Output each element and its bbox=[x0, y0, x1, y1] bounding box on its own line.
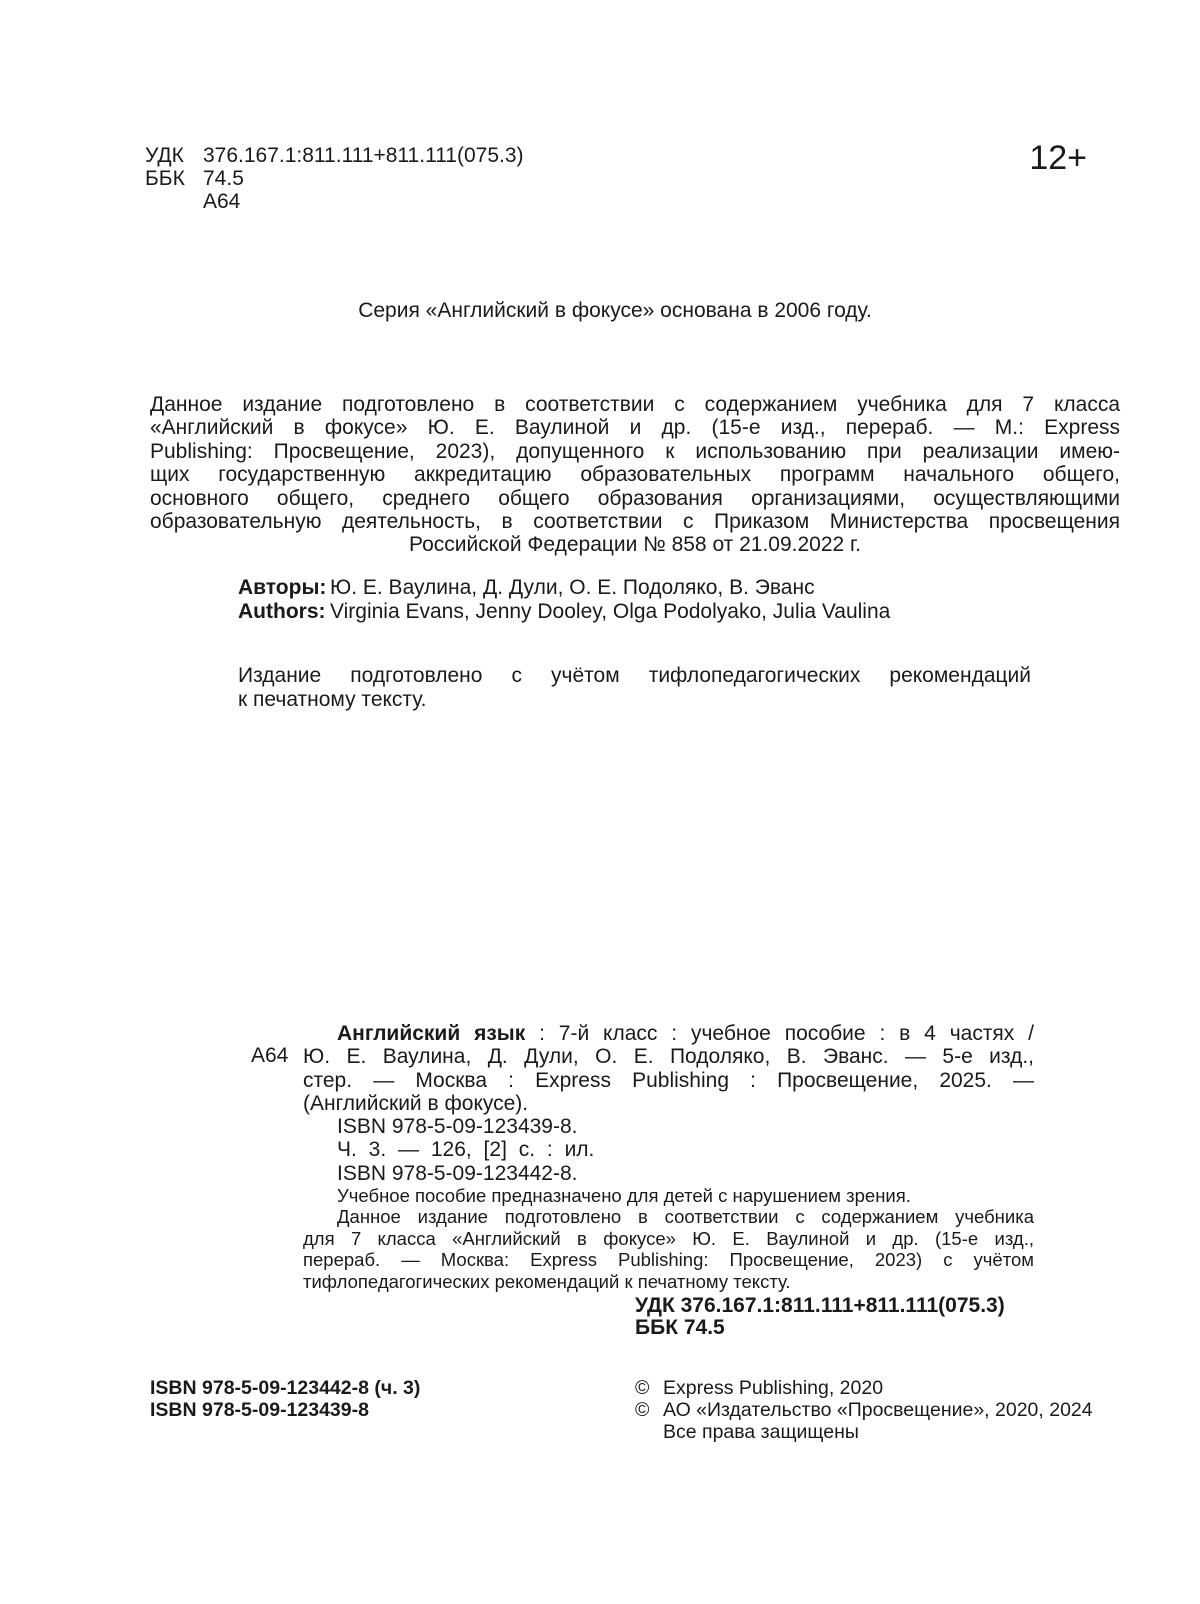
udk-line bbox=[145, 144, 524, 167]
tiflo-note bbox=[238, 664, 1031, 711]
footer-isbn-part: ISBN 978-5-09-123442-8 (ч. 3) bbox=[150, 1377, 421, 1399]
card-isbn-part: ISBN 978-5-09-123442-8. bbox=[337, 1161, 578, 1185]
intro-paragraph bbox=[150, 393, 1120, 557]
intro-line: щих государственную аккредитацию образовательных программ начального общего, bbox=[150, 463, 1120, 487]
catalog-card bbox=[303, 1022, 1034, 1292]
intro-line: Publishing: Просвещение, 2023), допущенного к использованию при реализации имею- bbox=[150, 439, 1120, 463]
card-line-4: (Английский в фокусе). bbox=[303, 1091, 529, 1115]
card-title-rest: : 7-й класс : учебное пособие : в 4 частях / bbox=[525, 1022, 1034, 1045]
card-line-3: стер. — Москва : Express Publishing : Просвещение, 2025. — bbox=[303, 1068, 1034, 1092]
rights-reserved: Все права защищены bbox=[663, 1421, 859, 1443]
tiflo-line: Издание подготовлено с учётом тифлопедагогических рекомендаций bbox=[238, 664, 1031, 687]
copyright-line-3 bbox=[635, 1421, 1093, 1443]
footer-isbn-set: ISBN 978-5-09-123439-8 bbox=[150, 1399, 369, 1421]
card-purpose: Учебное пособие предназначено для детей с нарушением зрения. bbox=[337, 1185, 911, 1207]
copyright-icon: © bbox=[635, 1399, 650, 1421]
series-note: Серия «Английский в фокусе» основана в 2006 году. bbox=[358, 299, 872, 322]
card-desc-line: перераб. — Москва: Express Publishing: Просвещение, 2023) с учётом bbox=[303, 1249, 1034, 1271]
intro-line: образовательную деятельность, в соответствии с Приказом Министерства просвещения bbox=[150, 510, 1120, 534]
card-udk: УДК 376.167.1:811.111+811.111(075.3) bbox=[635, 1294, 1005, 1317]
authors-ru-label: Авторы: bbox=[238, 576, 327, 599]
card-line-1 bbox=[303, 1022, 1034, 1045]
tiflo-line: к печатному тексту. bbox=[238, 687, 427, 711]
copyright-holder-2: АО «Издательство «Просвещение», 2020, 2024 bbox=[663, 1399, 1093, 1421]
authors-en-names: Virginia Evans, Jenny Dooley, Olga Podolyako, Julia Vaulina bbox=[330, 599, 891, 623]
authors-en-label: Authors: bbox=[238, 599, 326, 623]
bbk-label: ББК bbox=[145, 167, 185, 190]
footer-isbns bbox=[150, 1377, 420, 1421]
card-bbk: ББК 74.5 bbox=[635, 1316, 725, 1339]
authors-block bbox=[238, 576, 890, 623]
card-isbn-set: ISBN 978-5-09-123439-8. bbox=[337, 1115, 578, 1139]
card-desc-line: для 7 класса «Английский в фокусе» Ю. Е. Ваулиной и др. (15-е изд., bbox=[303, 1227, 1034, 1249]
footer-copyright bbox=[635, 1377, 1093, 1443]
age-rating: 12+ bbox=[1029, 139, 1087, 177]
intro-line: основного общего, среднего общего образования организациями, осуществляющими bbox=[150, 486, 1120, 510]
bbk-value: 74.5 bbox=[203, 167, 244, 190]
intro-line: Данное издание подготовлено в соответствии с содержанием учебника для 7 класса bbox=[150, 393, 1120, 416]
authors-ru bbox=[238, 576, 890, 600]
card-part-info: Ч. 3. — 126, [2] с. : ил. bbox=[337, 1138, 595, 1162]
card-desc-line: Данное издание подготовлено в соответствии с содержанием учебника bbox=[337, 1206, 1034, 1228]
card-line-2: Ю. Е. Ваулина, Д. Дули, О. Е. Подоляко, В. Эванс. — 5-е изд., bbox=[303, 1045, 1034, 1069]
udk-label: УДК bbox=[145, 144, 184, 167]
copyright-holder-1: Express Publishing, 2020 bbox=[663, 1377, 884, 1399]
author-mark: А64 bbox=[203, 190, 241, 213]
card-desc-line: тифлопедагогических рекомендаций к печатному тексту. bbox=[303, 1270, 791, 1292]
card-title: Английский язык bbox=[337, 1022, 526, 1045]
card-classification bbox=[635, 1295, 1005, 1339]
intro-line: Российской Федерации № 858 от 21.09.2022 г. bbox=[409, 533, 861, 557]
bbk-line bbox=[145, 167, 244, 190]
intro-line: «Английский в фокусе» Ю. Е. Ваулиной и др. (15-е изд., перераб. — М.: Express bbox=[150, 416, 1120, 440]
copyright-line-1 bbox=[635, 1377, 1093, 1399]
authors-en bbox=[238, 600, 890, 624]
udk-value: 376.167.1:811.111+811.111(075.3) bbox=[203, 144, 524, 167]
copyright-icon: © bbox=[635, 1377, 650, 1399]
copyright-line-2 bbox=[635, 1399, 1093, 1421]
authors-ru-names: Ю. Е. Ваулина, Д. Дули, О. Е. Подоляко, В. Эванс bbox=[330, 576, 815, 599]
catalog-mark: А64 bbox=[251, 1044, 289, 1067]
